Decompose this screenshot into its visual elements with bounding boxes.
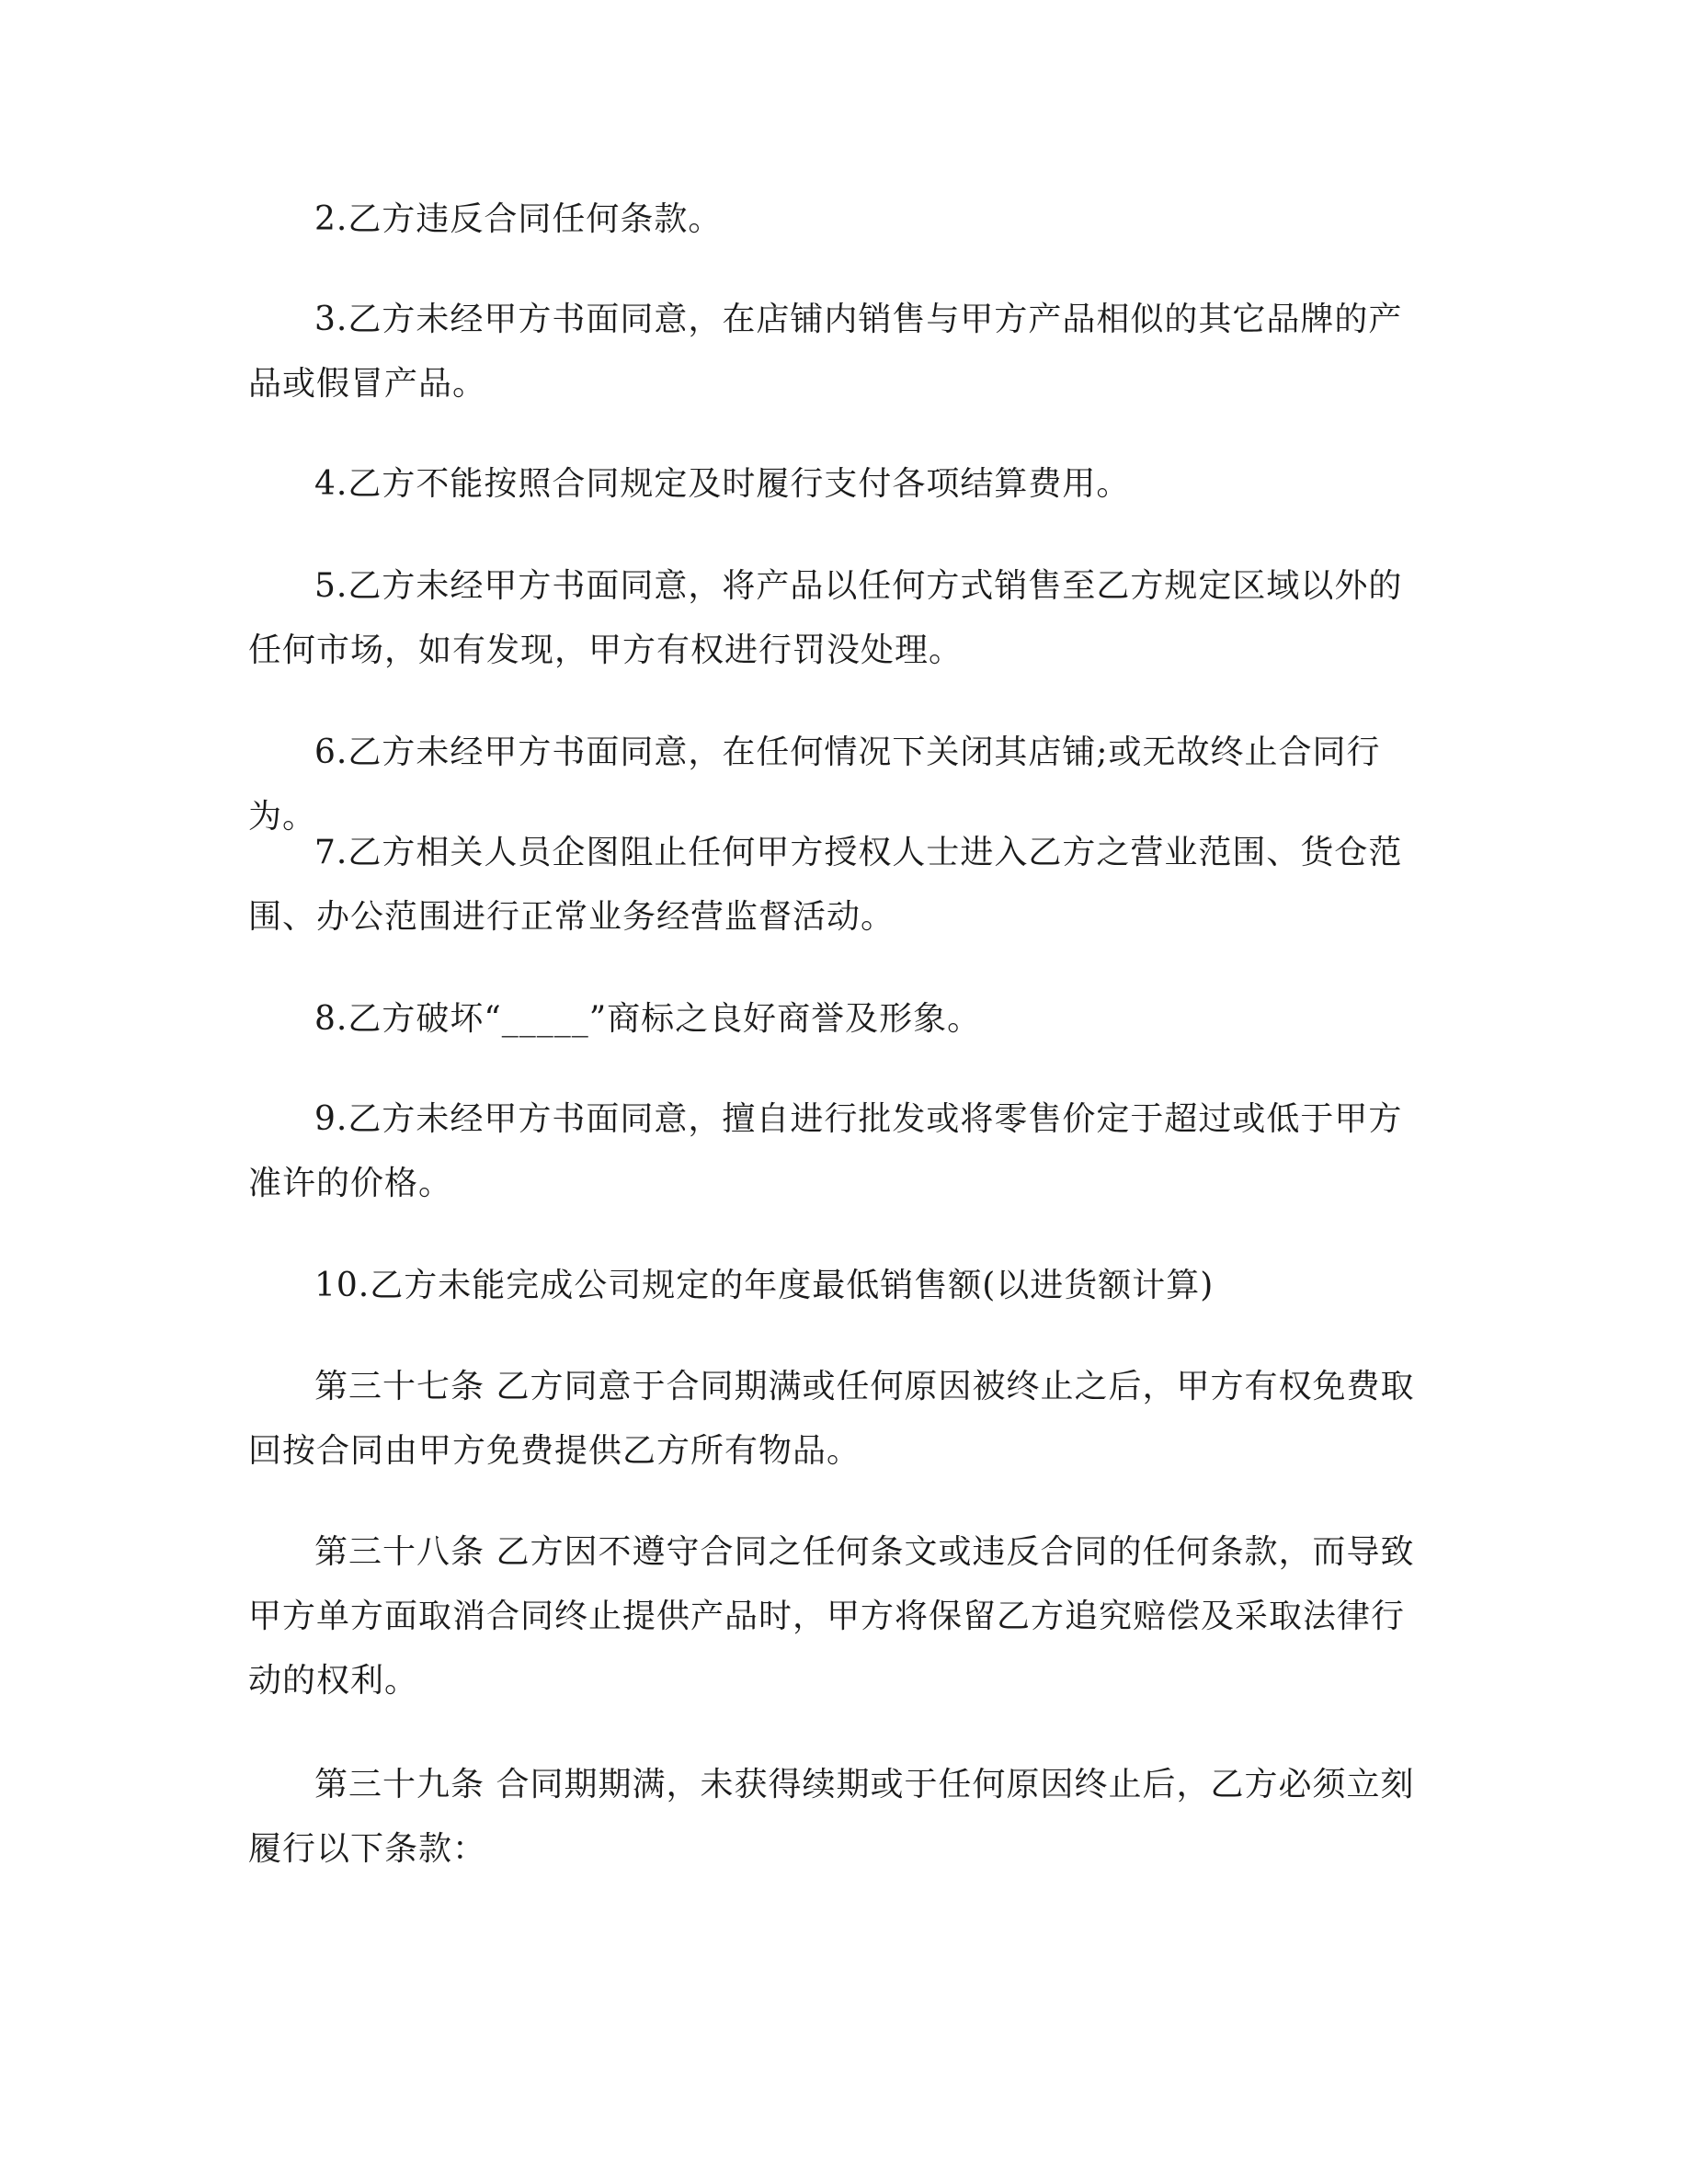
clause-8: 8.乙方破坏“_____”商标之良好商誉及形象。 [314,1000,982,1038]
clause-10: 10.乙方未能完成公司规定的年度最低销售额(以进货额计算) [314,1267,1215,1304]
clause-9: 9.乙方未经甲方书面同意，擅自进行批发或将零售价定于超过或低于甲方准许的价格。 [248,1100,1403,1202]
article-38: 第三十八条 乙方因不遵守合同之任何条文或违反合同的任何条款，而导致甲方单方面取消合同终止提供产品时，甲方将保留乙方追究赔偿及采取法律行动的权利。 [248,1533,1415,1700]
clause-5: 5.乙方未经甲方书面同意，将产品以任何方式销售至乙方规定区域以外的任何市场，如有发现，甲方有权进行罚没处理。 [248,567,1403,669]
clause-3: 3.乙方未经甲方书面同意，在店铺内销售与甲方产品相似的其它品牌的产品或假冒产品。 [248,301,1403,403]
article-37: 第三十七条 乙方同意于合同期满或任何原因被终止之后，甲方有权免费取回按合同由甲方免费提供乙方所有物品。 [248,1368,1415,1470]
clause-6: 6.乙方未经甲方书面同意，在任何情况下关闭其店铺;或无故终止合同行为。 [248,734,1381,836]
clause-7: 7.乙方相关人员企图阻止任何甲方授权人士进入乙方之营业范围、货仓范围、办公范围进行正常业务经营监督活动。 [248,834,1403,936]
article-39: 第三十九条 合同期期满，未获得续期或于任何原因终止后，乙方必须立刻履行以下条款： [248,1766,1415,1868]
clause-4: 4.乙方不能按照合同规定及时履行支付各项结算费用。 [314,465,1131,503]
clause-2: 2.乙方违反合同任何条款。 [314,200,723,238]
